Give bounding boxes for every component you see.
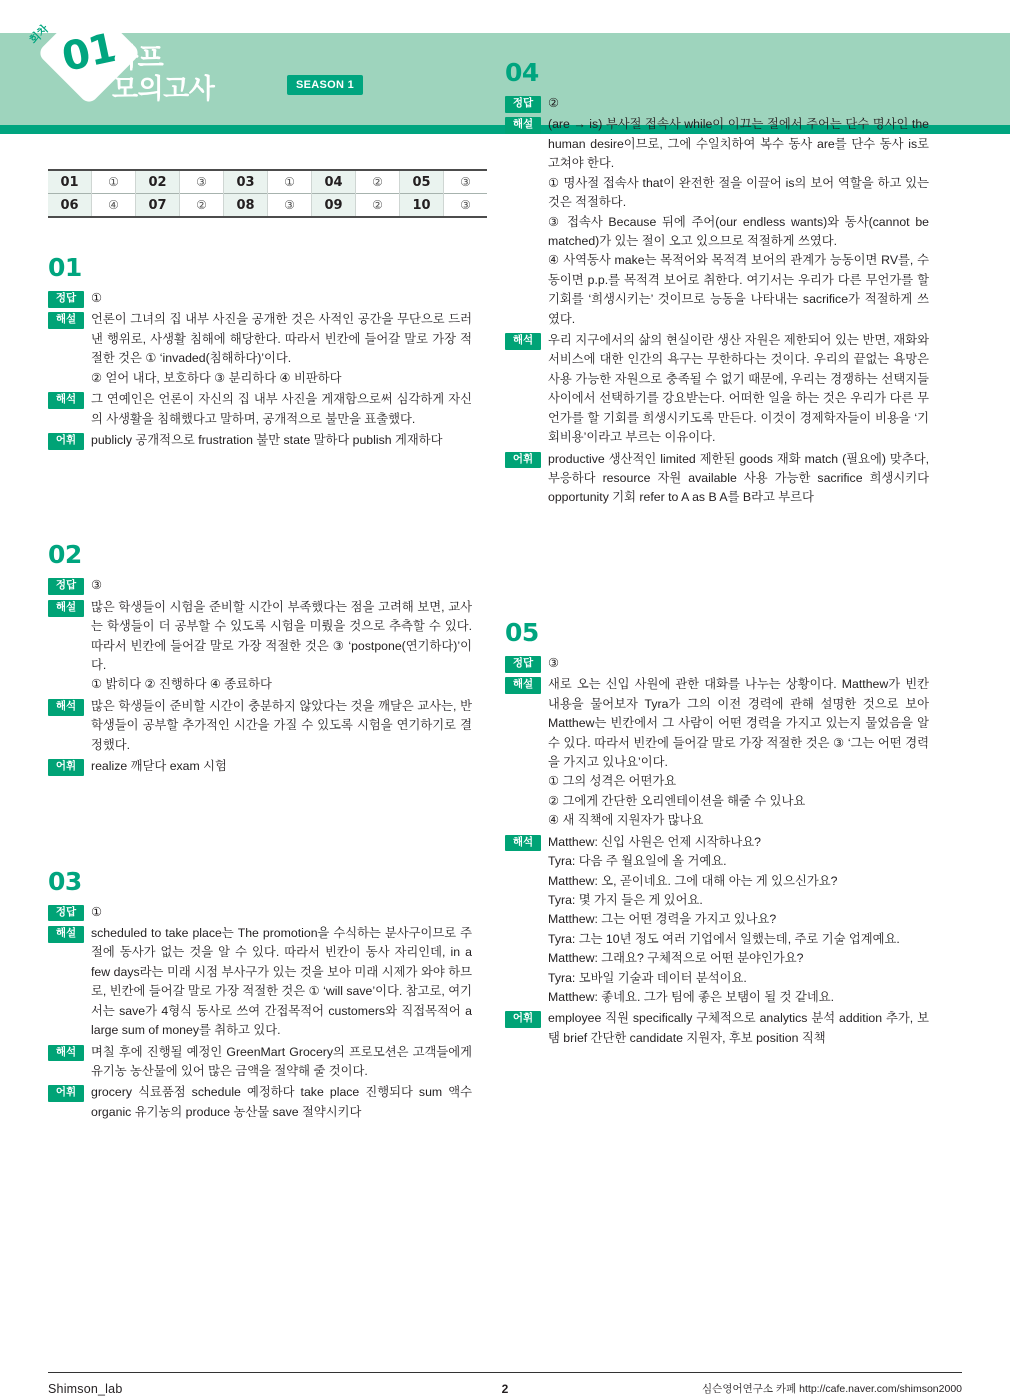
translation-row	[505, 331, 929, 448]
explanation-row	[48, 598, 472, 695]
translation-row	[48, 697, 472, 755]
answer-table	[48, 169, 487, 218]
answer-question-number: 01	[48, 170, 92, 194]
right-column	[505, 60, 929, 1050]
answer-text	[548, 654, 929, 673]
round-number: 01	[57, 24, 121, 82]
explanation-text	[91, 924, 472, 1041]
explanation-text	[548, 675, 929, 830]
answer-row	[505, 654, 929, 673]
explanation-row	[505, 115, 929, 329]
translation-text	[91, 390, 472, 429]
translation-line: Matthew: 그는 어떤 경력을 가지고 있나요?	[548, 912, 777, 927]
answer-question-number: 08	[224, 194, 268, 218]
answer-choice-value: ②	[180, 194, 224, 218]
translation-badge: 해석	[48, 699, 84, 716]
translation-line: Matthew: 좋네요. 그가 팀에 좋은 보탬이 될 것 같네요.	[548, 990, 834, 1005]
vocabulary-badge: 어휘	[505, 452, 541, 469]
answer-row	[48, 903, 472, 922]
translation-line: Matthew: 그래요? 구체적으로 어떤 분야인가요?	[548, 951, 804, 966]
explanation-text	[548, 115, 929, 329]
answer-choice-value: ③	[444, 170, 488, 194]
answer-question-number: 04	[312, 170, 356, 194]
vocabulary-badge: 어휘	[48, 759, 84, 776]
question-block-05	[505, 617, 929, 1048]
vocabulary-badge: 어휘	[48, 1085, 84, 1102]
translation-text	[548, 833, 929, 1008]
question-number: 02	[48, 540, 82, 570]
vocabulary-line: productive 생산적인 limited 제한된 goods 재화 match (필요에) 맞추다, 부응하다 resource 자원 available 사용 가능한 sacrifice 희생시키다 opportunity 기회 refer to A as B A를 B라고 부르다	[548, 451, 929, 505]
translation-row	[48, 390, 472, 429]
question-block-02	[48, 542, 472, 776]
explanation-line: 많은 학생들이 시험을 준비할 시간이 부족했다는 점을 고려해 보면, 교사는 학생들이 더 공부할 수 있도록 시험을 미뤘을 것으로 추측할 수 있다. 따라서 빈칸에 들어갈 말로 가장 적절한 것은 ③ ‘postpone(연기하다)’이다.	[91, 599, 472, 673]
round-label: 회차	[27, 22, 52, 47]
explanation-badge: 해설	[48, 926, 84, 943]
question-number: 03	[48, 866, 82, 896]
footer-brand: Shimson_lab	[48, 1381, 123, 1396]
answer-table-row	[48, 194, 487, 218]
answer-question-number: 06	[48, 194, 92, 218]
explanation-badge: 해설	[505, 677, 541, 694]
answer-choice-value: ①	[92, 170, 136, 194]
answer-badge: 정답	[48, 905, 84, 922]
answer-text	[91, 289, 472, 308]
explanation-line: ③ 접속사 Because 뒤에 주어(our endless wants)와 동사(cannot be matched)가 있는 절이 오고 있으므로 적절하게 쓰였다.	[548, 214, 929, 248]
vocabulary-row	[48, 1083, 472, 1122]
answer-line: ②	[548, 96, 560, 110]
vocabulary-row	[48, 757, 472, 776]
translation-line: Tyra: 그는 10년 정도 여러 기업에서 일했는데, 주로 기술 업계예요.	[548, 931, 900, 946]
explanation-row	[48, 310, 472, 388]
explanation-text	[91, 598, 472, 695]
season-badge: SEASON 1	[287, 75, 363, 95]
explanation-line: ④ 사역동사 make는 목적어와 목적격 보어의 관계가 능동이면 RV를, 수동이면 p.p.를 목적격 보어로 취한다. 여기서는 우리가 다른 무언가를 할 기회를 ‘희생시키는’ 것이므로 능동을 나타내는 sacrifice가 적절하게 쓰였다.	[548, 253, 929, 326]
footer-divider	[48, 1372, 962, 1373]
translation-row	[505, 833, 929, 1008]
translation-text	[91, 697, 472, 755]
question-number: 04	[505, 58, 539, 87]
answer-line: ③	[548, 655, 560, 670]
answer-line: ①	[91, 904, 103, 919]
answer-choice-value: ③	[180, 170, 224, 194]
answer-text	[548, 94, 929, 113]
answer-row	[505, 94, 929, 113]
vocabulary-line: grocery 식료품점 schedule 예정하다 take place 진행되다 sum 액수 organic 유기농의 produce 농산물 save 절약시키다	[91, 1085, 472, 1119]
explanation-row	[505, 675, 929, 830]
question-number: 05	[505, 617, 539, 647]
explanation-line: ② 얻어 내다, 보호하다 ③ 분리하다 ④ 비판하다	[91, 370, 342, 385]
translation-line: 많은 학생들이 준비할 시간이 충분하지 않았다는 것을 깨달은 교사는, 반 학생들이 공부할 추가적인 시간을 가질 수 있도록 시험을 연기하기로 결정했다.	[91, 698, 472, 752]
left-column	[48, 255, 472, 1124]
explanation-text	[91, 310, 472, 388]
translation-text	[548, 331, 929, 448]
translation-badge: 해석	[48, 1045, 84, 1062]
title-line-1: 하프	[112, 43, 164, 73]
translation-badge: 해석	[48, 392, 84, 409]
explanation-line: ① 그의 성격은 어떤가요	[548, 774, 677, 789]
explanation-line: 새로 오는 신입 사원에 관한 대화를 나누는 상황이다. Matthew가 빈칸 내용을 물어보자 Tyra가 그의 이전 경력에 관해 설명한 것으로 보아 Matthew는 빈칸에서 그 사람이 어떤 경력을 가지고 있는지 물었음을 알 수 있다. 따라서 빈칸에 들어갈 말로 가장 적절한 것은 ③ ‘그는 어떤 경력을 가지고 있나요’이다.	[548, 677, 929, 769]
translation-line: Tyra: 몇 가지 들은 게 있어요.	[548, 892, 703, 907]
translation-row	[48, 1043, 472, 1082]
footer-page-number: 2	[501, 1381, 509, 1396]
answer-question-number: 10	[400, 194, 444, 218]
translation-line: 그 연예인은 언론이 자신의 집 내부 사진을 게재함으로써 심각하게 자신의 사생활을 침해했다고 말하며, 공개적으로 불만을 표출했다.	[91, 392, 472, 426]
vocabulary-row	[505, 450, 929, 508]
footer-credit: 심슨영어연구소 카페 http://cafe.naver.com/shimson2000	[702, 1383, 962, 1395]
vocabulary-badge: 어휘	[505, 1011, 541, 1028]
vocabulary-text	[91, 431, 472, 450]
vocabulary-badge: 어휘	[48, 433, 84, 450]
answer-choice-value: ③	[444, 194, 488, 218]
answer-badge: 정답	[48, 578, 84, 595]
answer-choice-value: ①	[268, 170, 312, 194]
answer-choice-value: ④	[92, 194, 136, 218]
answer-choice-value: ③	[268, 194, 312, 218]
translation-text	[91, 1043, 472, 1082]
translation-line: 며칠 후에 진행될 예정인 GreenMart Grocery의 프로모션은 고객들에게 유기농 농산물에 있어 많은 금액을 절약해 줄 것이다.	[91, 1044, 472, 1078]
explanation-row	[48, 924, 472, 1041]
explanation-line: (are → is) 부사절 접속사 while이 이끄는 절에서 주어는 단수 명사인 the human desire이므로, 그에 수일치하여 복수 동사 are를 단수 동사 is로 고쳐야 한다.	[548, 117, 929, 171]
answer-row	[48, 576, 472, 595]
explanation-line: ④ 새 직책에 지원자가 많나요	[548, 813, 704, 828]
translation-badge: 해석	[505, 835, 541, 852]
explanation-line: ① 명사절 접속사 that이 완전한 절을 이끌어 is의 보어 역할을 하고 있는 것은 적절하다.	[548, 175, 929, 210]
explanation-line: scheduled to take place는 The promotion을 수식하는 분사구이므로 주절에 동사가 없는 것을 알 수 있다. 따라서 빈칸이 동사 자리인데, in a few days라는 미래 시점 부사구가 있는 것을 보아 미래 시제가 와야 하므로, 빈칸에 들어갈 말로 가장 적절한 것은 ① ‘will save’이다. 참고로, 여기서는 save가 4형식 동사로 쓰여 간접목적어 customers와 직접목적어 a large sum of money를 취하고 있다.	[91, 926, 472, 1038]
explanation-line: ② 그에게 간단한 오리엔테이션을 해줄 수 있나요	[548, 793, 806, 808]
title-line-2: 모의고사	[112, 74, 215, 105]
vocabulary-text	[91, 1083, 472, 1122]
question-block-01	[48, 255, 472, 450]
answer-badge: 정답	[505, 656, 541, 673]
translation-badge: 해석	[505, 333, 541, 350]
question-number: 01	[48, 253, 82, 282]
question-block-04	[505, 60, 929, 508]
answer-key-table	[48, 169, 471, 218]
vocabulary-row	[505, 1009, 929, 1048]
vocabulary-text	[91, 757, 472, 776]
answer-choice-value: ②	[356, 170, 400, 194]
vocabulary-line: publicly 공개적으로 frustration 불만 state 말하다 publish 게재하다	[91, 432, 443, 447]
answer-table-row	[48, 170, 487, 194]
vocabulary-row	[48, 431, 472, 450]
answer-line: ③	[91, 578, 103, 593]
explanation-badge: 해설	[48, 600, 84, 617]
answer-badge: 정답	[48, 291, 84, 308]
vocabulary-text	[548, 1009, 929, 1048]
explanation-badge: 해설	[505, 117, 541, 134]
translation-line: Matthew: 신입 사원은 언제 시작하나요?	[548, 834, 761, 849]
answer-question-number: 03	[224, 170, 268, 194]
translation-line: 우리 지구에서의 삶의 현실이란 생산 자원은 제한되어 있는 반면, 재화와 서비스에 대한 인간의 욕구는 무한하다는 것이다. 우리의 끝없는 욕망은 사용 가능한 자원으로 충족될 수 없기 때문에, 우리는 경쟁하는 선택지들 사이에서 선택하기를 강요받는다. 어떠한 일을 하는 것은 우리가 다른 무언가를 할 기회를 희생시키도록 만든다. 이것이 경제학자들이 비용을 ‘기회비용’이라고 부르는 이유이다.	[548, 333, 929, 445]
answer-line: ①	[91, 291, 103, 305]
answer-question-number: 02	[136, 170, 180, 194]
answer-choice-value: ②	[356, 194, 400, 218]
answer-question-number: 07	[136, 194, 180, 218]
explanation-badge: 해설	[48, 312, 84, 329]
vocabulary-line: realize 깨닫다 exam 시험	[91, 759, 227, 774]
page-title	[112, 43, 355, 105]
translation-line: Tyra: 모바일 기술과 데이터 분석이요.	[548, 970, 747, 985]
answer-text	[91, 903, 472, 922]
vocabulary-text	[548, 450, 929, 508]
translation-line: Matthew: 오, 곧이네요. 그에 대해 아는 게 있으신가요?	[548, 873, 838, 888]
vocabulary-line: employee 직원 specifically 구체적으로 analytics 분석 addition 추가, 보탬 brief 간단한 candidate 지원자, 후보 position 직책	[548, 1011, 929, 1045]
explanation-line: ① 밝히다 ② 진행하다 ④ 종료하다	[91, 677, 272, 692]
question-block-03	[48, 866, 472, 1123]
answer-row	[48, 289, 472, 308]
answer-question-number: 05	[400, 170, 444, 194]
answer-question-number: 09	[312, 194, 356, 218]
explanation-line: 언론이 그녀의 집 내부 사진을 공개한 것은 사적인 공간을 무단으로 드러낸 행위로, 사생활 침해에 해당한다. 따라서 빈칸에 들어갈 말로 가장 적절한 것은 ① ‘invaded(침해하다)’이다.	[91, 312, 472, 366]
translation-line: Tyra: 다음 주 월요일에 올 거예요.	[548, 854, 727, 869]
answer-text	[91, 576, 472, 595]
answer-badge: 정답	[505, 96, 541, 113]
